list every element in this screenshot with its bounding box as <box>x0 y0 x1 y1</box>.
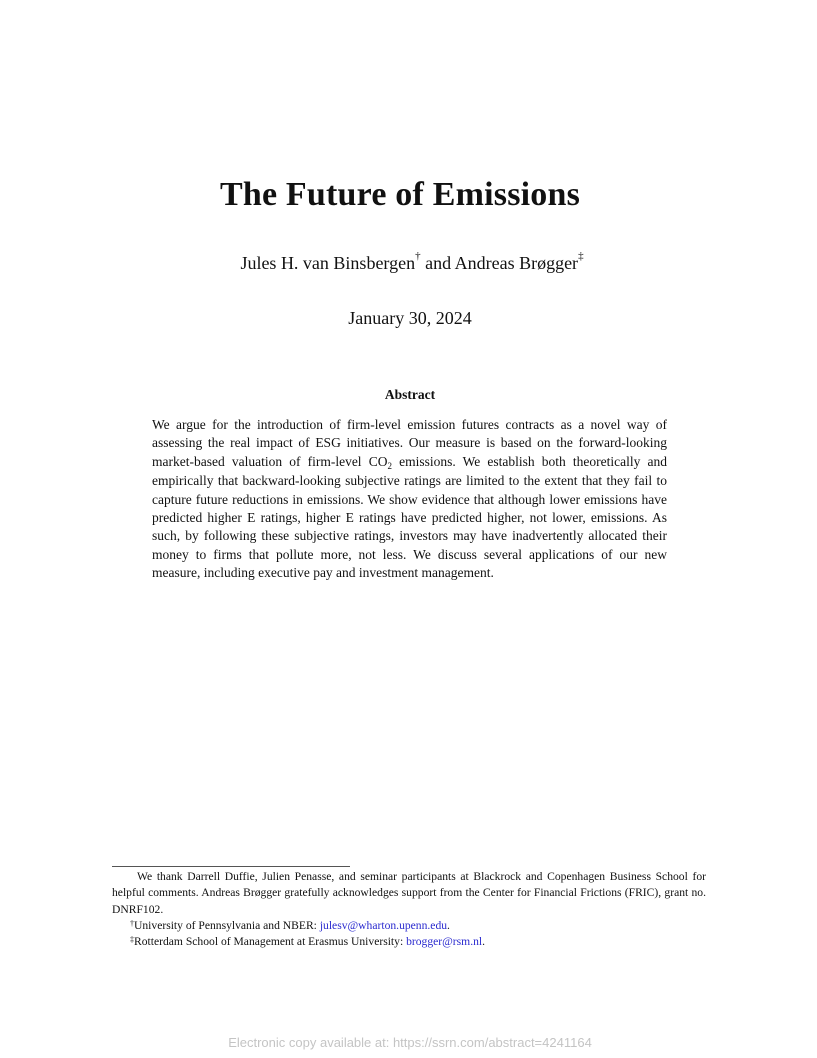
abstract-heading: Abstract <box>384 387 436 402</box>
paper-date: January 30, 2024 <box>348 308 472 328</box>
footnote-text: University of Pennsylvania and NBER: <box>134 918 320 932</box>
footnote-end: . <box>482 935 486 949</box>
co2-subscript: 2 <box>387 460 392 471</box>
author-line <box>0 250 817 274</box>
ssrn-footer-watermark: Electronic copy available at: https://ssrn.com/abstract=4241164 <box>228 1035 592 1050</box>
affiliation-footnote <box>112 918 706 934</box>
footnotes <box>112 869 706 950</box>
co2-base: CO <box>368 453 388 469</box>
co2-formula <box>369 454 392 469</box>
author-affiliation-mark: † <box>415 250 421 262</box>
paper-title: The Future of Emissions <box>219 176 581 213</box>
acknowledgement-footnote: We thank Darrell Duffie, Julien Penasse, and seminar participants at Blackrock and Copenhagen Business School for helpful comments. Andreas Brøgger gratefully acknowledges support from the Center for Financial Frictions (FRIC), grant no. DNRF102. <box>112 870 706 916</box>
abstract-body <box>152 416 667 583</box>
abstract-text: emissions. We establish both theoretically and empirically that backward-looking subjective ratings are limited to the extent that they fail to capture future reductions in emissions. We show evidence that although lower emissions have predicted higher E ratings, higher E ratings have predicted higher, not lower, emissions. As such, by following these subjective ratings, investors may have inadvertently allocated their money to firms that pollute more, not less. We discuss several applications of our new measure, including executive pay and investment management. <box>152 453 667 581</box>
footnote-mark: † <box>130 918 134 928</box>
email-link[interactable]: brogger@rsm.nl <box>406 935 483 949</box>
affiliation-footnote <box>112 934 706 950</box>
footnote-divider <box>112 866 350 867</box>
abstract-text: We argue for the introduction of firm-level emission futures contracts as a novel way of assessing the real impact of ESG initiatives. Our measure is based on the forward-looking market-based valuation of firm-level <box>152 417 667 469</box>
author-name: Jules H. van Binsbergen <box>240 253 416 273</box>
author-separator: and <box>420 253 455 273</box>
email-link[interactable]: julesv@wharton.upenn.edu <box>319 918 448 932</box>
footnote-end: . <box>447 918 450 932</box>
footnote-text: Rotterdam School of Management at Erasmus University: <box>134 935 407 949</box>
author-name: Andreas Brøgger <box>454 253 579 273</box>
footnote-mark: ‡ <box>130 935 134 945</box>
author-affiliation-mark: ‡ <box>578 250 584 262</box>
